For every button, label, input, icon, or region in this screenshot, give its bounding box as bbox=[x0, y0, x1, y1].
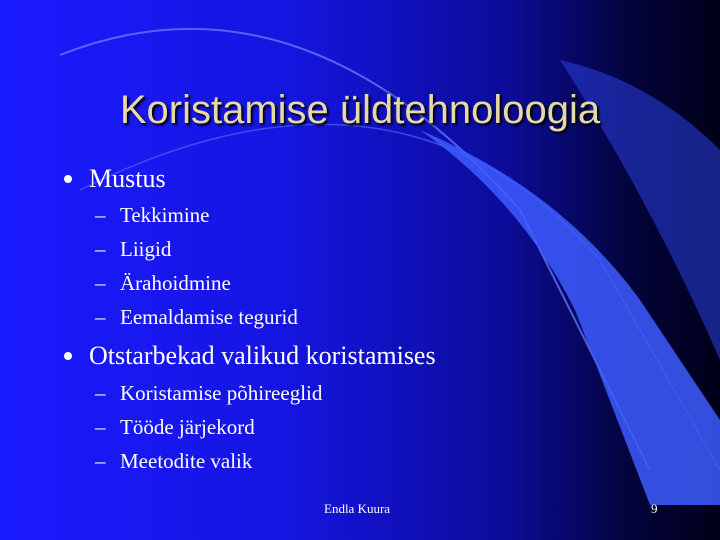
sub-item bbox=[95, 380, 322, 406]
sub-item-label: Tööde järjekord bbox=[120, 415, 255, 439]
bullet-item bbox=[64, 164, 166, 194]
page-number: 9 bbox=[651, 501, 658, 516]
dash-marker: – bbox=[95, 203, 106, 227]
sub-item bbox=[95, 304, 298, 330]
dash-marker: – bbox=[95, 271, 106, 295]
dash-marker: – bbox=[95, 415, 106, 439]
footer-author: Endla Kuura bbox=[324, 501, 391, 516]
sub-item bbox=[95, 414, 255, 440]
dash-marker: – bbox=[95, 449, 106, 473]
bullet-dot-icon bbox=[64, 352, 72, 360]
sub-item bbox=[95, 236, 171, 262]
sub-item-label: Liigid bbox=[120, 237, 172, 261]
bullet-dot-icon bbox=[64, 175, 72, 183]
sub-item-label: Meetodite valik bbox=[120, 449, 253, 473]
bullet-label: Mustus bbox=[89, 164, 166, 193]
sub-item-label: Koristamise põhireeglid bbox=[120, 381, 323, 405]
sub-item-label: Tekkimine bbox=[120, 203, 210, 227]
dash-marker: – bbox=[95, 381, 106, 405]
bullet-item bbox=[64, 341, 436, 371]
sub-item bbox=[95, 270, 231, 296]
slide-title: Koristamise üldtehnoloogia bbox=[119, 88, 601, 132]
dash-marker: – bbox=[95, 237, 106, 261]
sub-item-label: Eemaldamise tegurid bbox=[120, 305, 298, 329]
sub-item bbox=[95, 448, 252, 474]
dash-marker: – bbox=[95, 305, 106, 329]
bullet-label: Otstarbekad valikud koristamises bbox=[89, 341, 436, 370]
sub-item bbox=[95, 202, 210, 228]
sub-item-label: Ärahoidmine bbox=[120, 271, 231, 295]
